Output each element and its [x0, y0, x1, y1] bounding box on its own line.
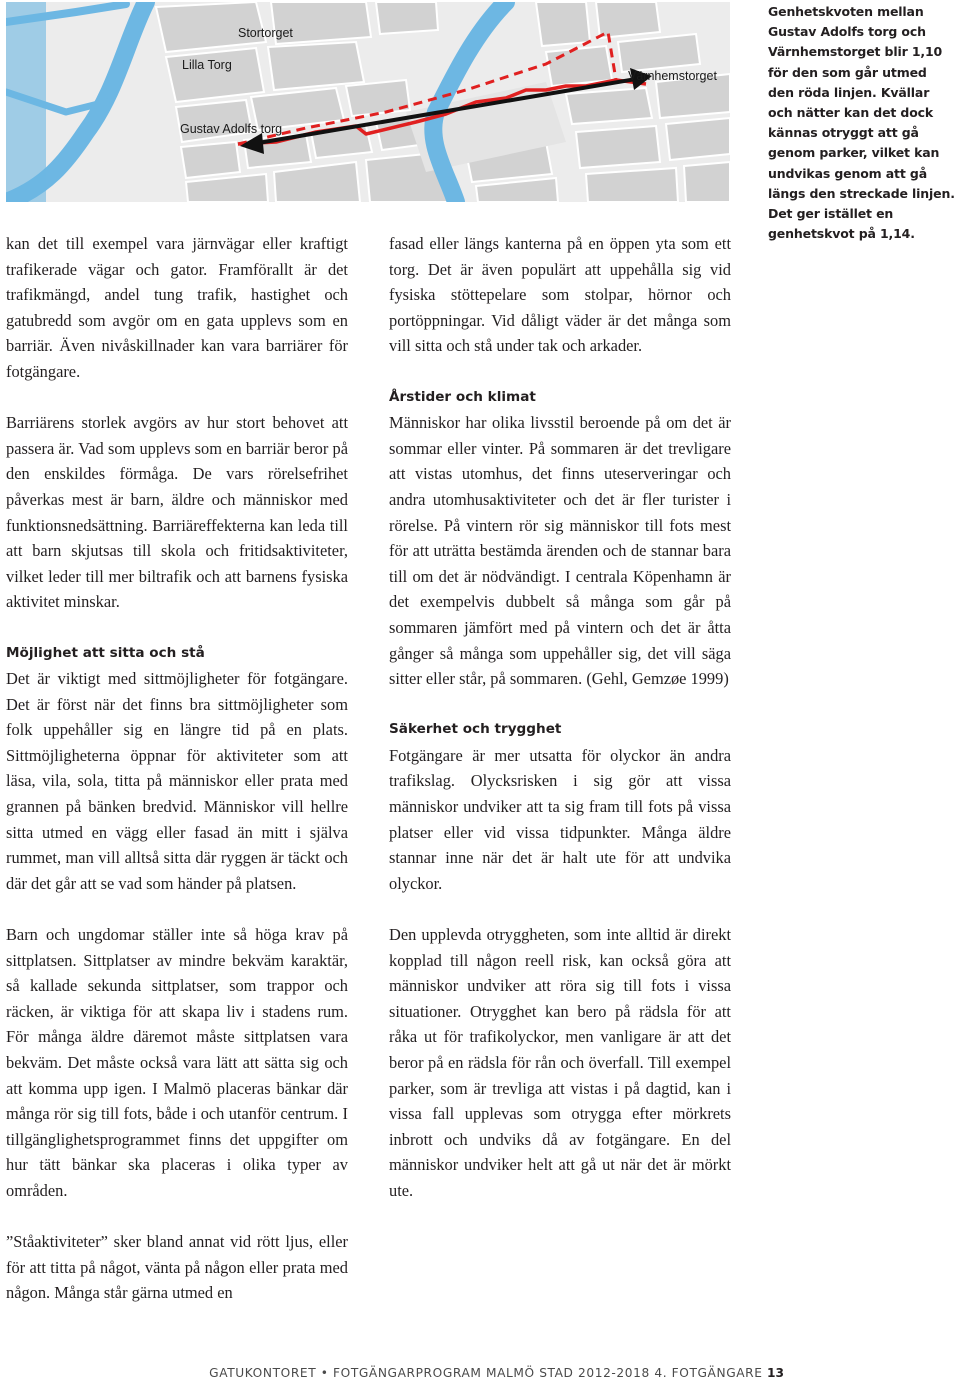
figure-caption: Genhetskvoten mellan Gustav Adolfs torg och Värnhemstorget blir 1,10 för den som går utmed den röda linjen. Kvällar och nätter kan det dock kännas otryggt att gå genom parker, vilket kan undvikas genom att gå längs den streckade linjen. Det ger istället en genhetskvot på 1,14. — [768, 4, 955, 242]
paragraph: Den upplevda otryggheten, som inte alltid är direkt kopplad till någon reell risk, kan också göra att människor undviker att röra sig till fots i vissa situationer. Otrygghet kan bero på rädsla för att råka ut för trafikolyckor, men vanligare är att det beror på en rädsla för rån och överfall. Till exempel parker, som är trevliga att vistas i på dagtid, kan i vissa fall upplevas som otrygga efter mörkrets inbrott och undviks då av fotgängare. En del människor undviker helt att gå ut när det är mörkt ute. — [389, 925, 731, 1200]
route-map — [6, 2, 730, 202]
page-number: 13 — [767, 1366, 784, 1380]
left-column — [6, 231, 348, 1332]
footer-program: FOTGÄNGARPROGRAM MALMÖ STAD 2012-2018 — [333, 1366, 650, 1380]
paragraph: ”Ståaktiviteter” sker bland annat vid rött ljus, eller för att titta på något, vänta på någon eller prata med någon. Många står gärna utmed en — [6, 1232, 348, 1303]
map-label-gustav-adolfs-torg: Gustav Adolfs torg — [180, 122, 283, 136]
section-heading: Årstider och klimat — [389, 388, 536, 405]
paragraph: Barriärens storlek avgörs av hur stort behovet att passera är. Vad som upplevs som en barriär beror på den enskildes förmåga. De vars rörelsefrihet påverkas mest är barn, äldre och människor med funktionsnedsättning. Barriäreffekterna kan leda till att barn skjutsas till skola och fritidsaktiviteter, vilket leder till mer biltrafik och att barnens fysiska aktivitet minskar. — [6, 413, 348, 612]
paragraph: kan det till exempel vara järnvägar eller kraftigt trafikerade vägar och gator. Framförallt är det trafikmängd, andel tung trafik, hastighet och gatubredd som avgör om en gata upplevs som en barriär. Även nivåskillnader kan vara barriärer för fotgängare. — [6, 234, 348, 381]
footer-org: GATUKONTORET — [209, 1366, 317, 1380]
footer-chapter: 4. FOTGÄNGARE — [654, 1366, 763, 1380]
footer-separator: • — [320, 1366, 329, 1380]
paragraph: Människor har olika livsstil beroende på om det är sommar eller vinter. På sommaren är det trevligare att vistas utomhus, det finns uteserveringar och andra utomhusaktiviteter och det är fler turister i rörelse. På vintern rör sig människor till fots mest för att uträtta bestämda ärenden och de stannar bara till om det är nödvändigt. I centrala Köpenhamn är det exempelvis dubbelt så många som går på sommaren jämfört med på vintern och det är åtta gånger så många som uppehåller sig, det vill säga sitter eller står, på sommaren. (Gehl, Gemzøe 1999) — [389, 413, 731, 689]
paragraph: Fotgängare är mer utsatta för olyckor än andra trafikslag. Olycksrisken i sig gör att vissa människor undviker att ta sig fram till fots på vissa platser eller vid vissa tidpunkter. Många äldre stannar inne när det är halt ute för att undvika olyckor. — [389, 745, 731, 893]
right-column — [389, 231, 731, 1229]
paragraph: Det är viktigt med sittmöjligheter för fotgängare. Det är först när det finns bra sittmöjligheter som folk uppehåller sig en längre tid på en plats. Sittmöjligheterna öppnar för aktiviteter som att läsa, vila, sola, titta på människor eller prata med grannen på bänken bredvid. Människor vill hellre sitta utmed en vägg eller fasad än mitt i själva rummet, man vill alltså sitta där ryggen är täckt och där det går att se vad som händer på platsen. — [6, 669, 348, 893]
map-label-lilla-torg: Lilla Torg — [182, 58, 232, 72]
paragraph: fasad eller längs kanterna på en öppen yta som ett torg. Det är även populärt att uppehålla sig vid fysiska stöttepelare som stolpar, hörnor och portöppningar. Vid dåligt väder är det många som vill sitta och stå under tak och arkader. — [389, 234, 731, 356]
paragraph: Barn och ungdomar ställer inte så höga krav på sittplatsen. Sittplatser av mindre bekväm karaktär, så kallade sekunda sittplatser, som trappor och räcken, är viktiga för att skapa liv i stadens rum. För många äldre däremot måste sittplatsen vara bekväm. Det måste också vara lätt att sätta sig och att komma upp igen. I Malmö placeras bänkar där många rör sig till fots, både i och utanför centrum. I tillgänglighetsprogrammet finns det uppgifter om hur tätt bänkar ska placeras i olika typer av områden. — [6, 925, 348, 1200]
section-heading: Möjlighet att sitta och stå — [6, 644, 205, 661]
map-label-stortorget: Stortorget — [238, 26, 293, 40]
route-map-graphic — [6, 2, 730, 202]
section-heading: Säkerhet och trygghet — [389, 721, 562, 738]
map-label-varnhemstorget: Värnhemstorget — [628, 69, 717, 83]
page-footer — [0, 1364, 784, 1382]
